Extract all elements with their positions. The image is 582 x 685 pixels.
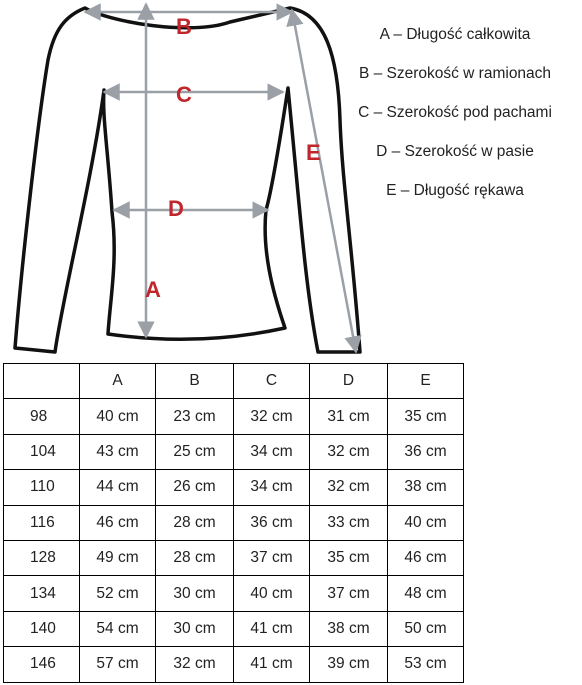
table-row	[4, 540, 464, 575]
cell-a: 52 cm	[80, 576, 156, 611]
cell-c: 41 cm	[234, 647, 310, 682]
cell-e: 38 cm	[388, 470, 464, 505]
cell-c: 36 cm	[234, 505, 310, 540]
cell-c: 34 cm	[234, 434, 310, 469]
size-table-body	[4, 364, 464, 683]
table-row	[4, 399, 464, 434]
cell-a: 40 cm	[80, 399, 156, 434]
table-row	[4, 576, 464, 611]
cell-a: 49 cm	[80, 540, 156, 575]
cell-e: 50 cm	[388, 611, 464, 646]
cell-e: 35 cm	[388, 399, 464, 434]
cell-size: 116	[4, 505, 80, 540]
table-row	[4, 647, 464, 682]
marker-label-b: B	[176, 14, 192, 39]
cell-a: 54 cm	[80, 611, 156, 646]
cell-size: 104	[4, 434, 80, 469]
cell-d: 39 cm	[310, 647, 388, 682]
table-row	[4, 434, 464, 469]
legend-item-b: B – Szerokość w ramionach	[358, 65, 552, 82]
cell-c: 34 cm	[234, 470, 310, 505]
cell-c: 40 cm	[234, 576, 310, 611]
cell-a: 44 cm	[80, 470, 156, 505]
cell-a: 46 cm	[80, 505, 156, 540]
cell-c: 41 cm	[234, 611, 310, 646]
cell-a: A	[80, 364, 156, 399]
cell-d: 38 cm	[310, 611, 388, 646]
shirt-outline	[15, 8, 360, 352]
legend-item-e: E – Długość rękawa	[386, 182, 524, 199]
cell-c: 37 cm	[234, 540, 310, 575]
legend-item-d: D – Szerokość w pasie	[376, 143, 534, 160]
cell-b: B	[156, 364, 234, 399]
marker-label-c: C	[176, 82, 192, 107]
cell-d: 32 cm	[310, 470, 388, 505]
cell-b: 30 cm	[156, 576, 234, 611]
cell-b: 28 cm	[156, 540, 234, 575]
cell-d: 37 cm	[310, 576, 388, 611]
legend-item-c: C – Szerokość pod pachami	[358, 104, 552, 121]
cell-a: 57 cm	[80, 647, 156, 682]
cell-d: 31 cm	[310, 399, 388, 434]
table-row	[4, 470, 464, 505]
table-row	[4, 611, 464, 646]
cell-e: 40 cm	[388, 505, 464, 540]
cell-size: 98	[4, 399, 80, 434]
cell-d: D	[310, 364, 388, 399]
table-row	[4, 505, 464, 540]
cell-d: 35 cm	[310, 540, 388, 575]
table-header-row	[4, 364, 464, 399]
cell-size: 128	[4, 540, 80, 575]
cell-size: 140	[4, 611, 80, 646]
cell-c: 32 cm	[234, 399, 310, 434]
measurement-legend	[330, 22, 580, 217]
cell-d: 32 cm	[310, 434, 388, 469]
marker-label-a: A	[145, 277, 161, 302]
cell-b: 28 cm	[156, 505, 234, 540]
cell-b: 30 cm	[156, 611, 234, 646]
cell-d: 33 cm	[310, 505, 388, 540]
cell-b: 32 cm	[156, 647, 234, 682]
size-table	[3, 363, 464, 683]
cell-size	[4, 364, 80, 399]
cell-e: E	[388, 364, 464, 399]
cell-size: 146	[4, 647, 80, 682]
cell-size: 110	[4, 470, 80, 505]
legend-item-a: A – Długość całkowita	[379, 26, 531, 43]
cell-e: 48 cm	[388, 576, 464, 611]
cell-b: 23 cm	[156, 399, 234, 434]
cell-size: 134	[4, 576, 80, 611]
marker-label-e: E	[306, 140, 321, 165]
cell-e: 46 cm	[388, 540, 464, 575]
cell-b: 26 cm	[156, 470, 234, 505]
cell-b: 25 cm	[156, 434, 234, 469]
cell-c: C	[234, 364, 310, 399]
marker-label-d: D	[168, 196, 184, 221]
cell-a: 43 cm	[80, 434, 156, 469]
cell-e: 53 cm	[388, 647, 464, 682]
cell-e: 36 cm	[388, 434, 464, 469]
